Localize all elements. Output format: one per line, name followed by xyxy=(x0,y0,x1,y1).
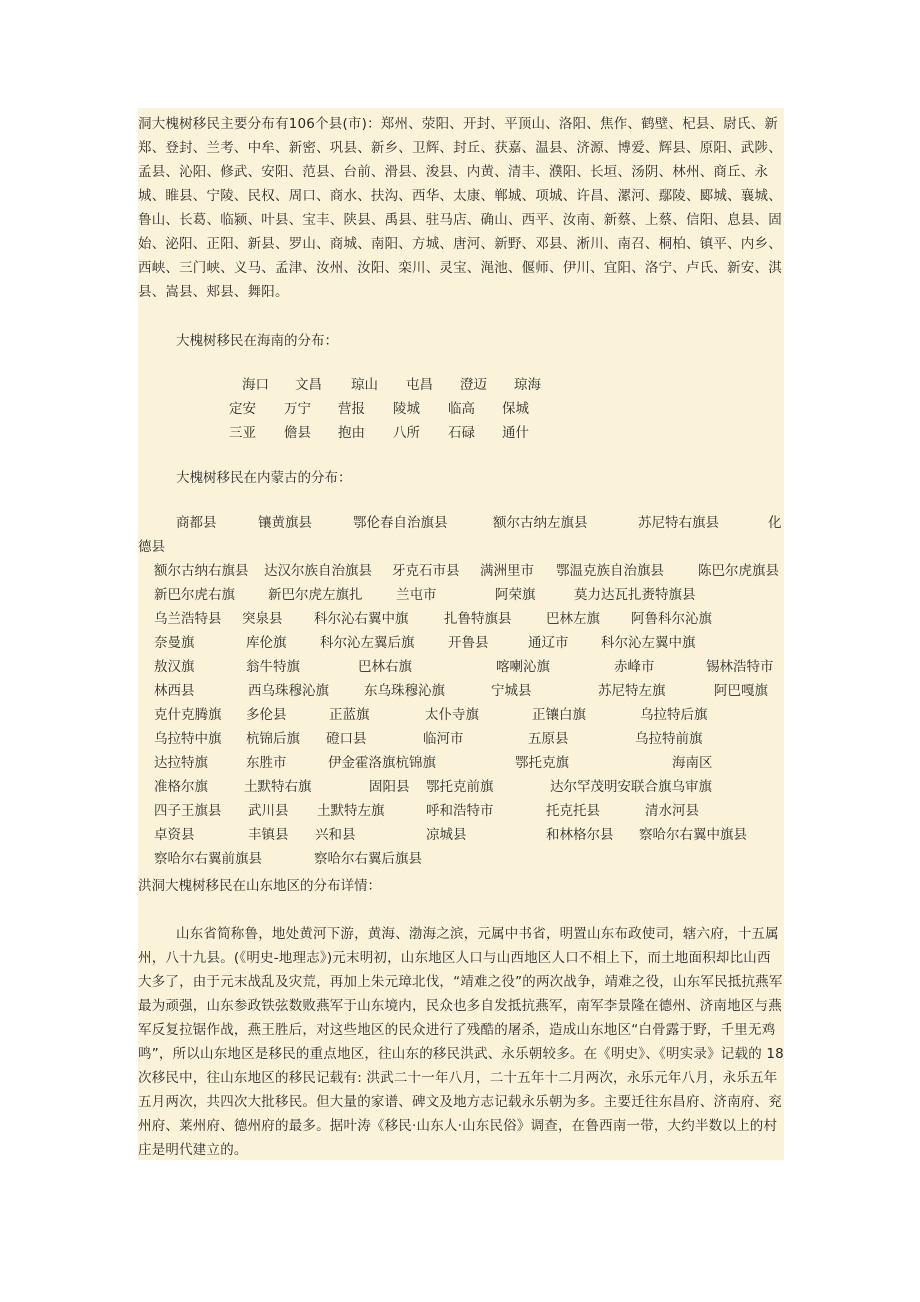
neimenggu-county: 磴口县 xyxy=(326,731,367,747)
shandong-paragraph: 山东省简称鲁，地处黄河下游，黄海、渤海之滨，元属中书省，明置山东布政使司，辖六府，十五属州，八十九县。(《明史-地理志》)元末明初，山东地区人口与山西地区人口不相上下，而土地面积却比山西大多了，由于元末战乱及灾荒，再加上朱元璋北伐，“靖难之役”的两次战争，靖难之役，山东军民抵抗燕军最为顽强，山东参政铁弦数败燕军于山东境内，民众也多自发抵抗燕军，南军李景隆在德州、济南地区与燕军反复拉锯作战，燕王胜后，对这些地区的民众进行了残酷的屠杀，造成山东地区“白骨露于野，千里无鸡鸣”，所以山东地区是移民的重点地区，往山东的移民洪武、永乐朝较多。在《明史》、《明实录》记载的 18 次移民中，往山东地区的移民记载有: 洪武二十一年八月，二十五年十二月两次，永乐元年八月，永乐五年五月两次，共四次大批移民。但大量的家谱、碑文及地方志记载永乐朝为多。主要迁往东昌府、济南府、兖州府、莱州府、德州府的最多。据叶涛《移民·山东人·山东民俗》调查，在鲁西南一带，大约半数以上的村庄是明代建立的。 xyxy=(138,926,784,1158)
neimenggu-county: 牙克石市县 xyxy=(392,563,460,579)
neimenggu-county: 乌拉特中旗 xyxy=(154,731,222,747)
neimenggu-county: 乌拉特前旗 xyxy=(635,731,703,747)
neimenggu-county: 扎鲁特旗县 xyxy=(444,611,512,627)
hainan-county: 陵城 xyxy=(393,401,420,417)
neimenggu-county: 多伦县 xyxy=(246,707,287,723)
neimenggu-county: 正蓝旗 xyxy=(329,707,370,723)
hainan-county: 澄迈 xyxy=(460,377,487,393)
neimenggu-county: 鄂温克族自治旗县 xyxy=(556,563,664,579)
neimenggu-county: 鄂托克前旗 xyxy=(426,779,494,795)
neimenggu-county: 开鲁县 xyxy=(448,635,489,651)
neimenggu-county: 土默特右旗 xyxy=(244,779,312,795)
neimenggu-county: 海南区 xyxy=(672,755,713,771)
shandong-heading: 洪洞大槐树移民在山东地区的分布详情： xyxy=(138,878,381,894)
neimenggu-county: 库伦旗 xyxy=(246,635,287,651)
neimenggu-county: 阿荣旗 xyxy=(495,587,536,603)
hainan-county: 屯昌 xyxy=(406,377,433,393)
neimenggu-county: 科尔沁左翼中旗 xyxy=(601,635,696,651)
hainan-county: 营报 xyxy=(338,401,365,417)
neimenggu-county: 巴林右旗 xyxy=(358,659,412,675)
neimenggu-county: 凉城县 xyxy=(426,827,467,843)
neimenggu-county: 准格尔旗 xyxy=(154,779,208,795)
neimenggu-county: 兴和县 xyxy=(315,827,356,843)
neimenggu-county: 武川县 xyxy=(248,803,289,819)
neimenggu-county: 东乌珠穆沁旗 xyxy=(364,683,445,699)
neimenggu-county: 科尔沁右翼中旗 xyxy=(314,611,409,627)
neimenggu-county: 托克托县 xyxy=(546,803,600,819)
neimenggu-county: 察哈尔右翼后旗县 xyxy=(314,851,422,867)
neimenggu-county: 阿巴嘎旗 xyxy=(714,683,768,699)
neimenggu-county: 敖汉旗 xyxy=(154,659,195,675)
hainan-county: 定安 xyxy=(229,401,256,417)
neimenggu-county: 达拉特旗 xyxy=(154,755,208,771)
neimenggu-county: 西乌珠穆沁旗 xyxy=(248,683,329,699)
hainan-county: 抱由 xyxy=(338,425,365,441)
neimenggu-heading: 大槐树移民在内蒙古的分布： xyxy=(176,470,352,486)
neimenggu-county: 额尔古纳左旗县 xyxy=(493,515,588,531)
neimenggu-county: 五原县 xyxy=(528,731,569,747)
neimenggu-county: 太仆寺旗 xyxy=(425,707,479,723)
neimenggu-county: 苏尼特右旗县 xyxy=(638,515,719,531)
neimenggu-county: 固阳县 xyxy=(369,779,410,795)
hainan-county: 八所 xyxy=(393,425,420,441)
hainan-heading: 大槐树移民在海南的分布： xyxy=(176,333,338,349)
neimenggu-county: 和林格尔县 xyxy=(546,827,614,843)
neimenggu-county: 陈巴尔虎旗县 xyxy=(698,563,779,579)
neimenggu-county: 鄂伦春自治旗县 xyxy=(353,515,448,531)
neimenggu-county: 林西县 xyxy=(154,683,195,699)
hainan-county: 保城 xyxy=(502,401,529,417)
neimenggu-county: 苏尼特左旗 xyxy=(598,683,666,699)
neimenggu-county: 巴林左旗 xyxy=(546,611,600,627)
neimenggu-county: 达尔罕茂明安联合旗乌审旗 xyxy=(550,779,712,795)
hainan-county: 万宁 xyxy=(284,401,311,417)
neimenggu-county: 德县 xyxy=(138,539,165,555)
neimenggu-county: 临河市 xyxy=(423,731,464,747)
neimenggu-county: 察哈尔右翼中旗县 xyxy=(639,827,747,843)
neimenggu-county: 科尔沁左翼后旗 xyxy=(320,635,415,651)
neimenggu-county: 卓资县 xyxy=(154,827,195,843)
neimenggu-county: 通辽市 xyxy=(528,635,569,651)
neimenggu-county: 杭锦后旗 xyxy=(246,731,300,747)
neimenggu-county: 满洲里市 xyxy=(480,563,534,579)
neimenggu-county: 察哈尔右翼前旗县 xyxy=(154,851,262,867)
neimenggu-county: 正镶白旗 xyxy=(532,707,586,723)
neimenggu-county: 新巴尔虎左旗扎 xyxy=(268,587,363,603)
intro-paragraph: 洞大槐树移民主要分布有106个县(市)：郑州、荥阳、开封、平顶山、洛阳、焦作、鹤壁、杞县、尉氏、新郑、登封、兰考、中牟、新密、巩县、新乡、卫辉、封丘、获嘉、温县、济源、博爱、辉县、原阳、武陟、孟县、沁阳、修武、安阳、范县、台前、滑县、浚县、内黄、清丰、濮阳、长垣、汤阴、林州、商丘、永城、睢县、宁陵、民权、周口、商水、扶沟、西华、太康、郸城、项城、许昌、漯河、鄢陵、郾城、襄城、鲁山、长葛、临颍、叶县、宝丰、陕县、禹县、驻马店、确山、西平、汝南、新蔡、上蔡、信阳、息县、固始、泌阳、正阳、新县、罗山、商城、南阳、方城、唐河、新野、邓县、淅川、南召、桐柏、镇平、内乡、西峡、三门峡、义马、孟津、汝州、汝阳、栾川、灵宝、渑池、偃师、伊川、宜阳、洛宁、卢氏、新安、淇县、嵩县、郏县、舞阳。 xyxy=(138,116,782,300)
hainan-county: 琼山 xyxy=(351,377,378,393)
hainan-county: 临高 xyxy=(448,401,475,417)
document-page xyxy=(138,108,784,1160)
neimenggu-county: 阿鲁科尔沁旗 xyxy=(631,611,712,627)
neimenggu-county: 宁城县 xyxy=(491,683,532,699)
neimenggu-county: 克什克腾旗 xyxy=(154,707,222,723)
hainan-county: 儋县 xyxy=(284,425,311,441)
neimenggu-county: 锡林浩特市 xyxy=(706,659,774,675)
neimenggu-county: 清水河县 xyxy=(645,803,699,819)
neimenggu-county: 兰屯市 xyxy=(396,587,437,603)
neimenggu-county: 镶黄旗县 xyxy=(258,515,312,531)
neimenggu-county: 莫力达瓦扎赉特旗县 xyxy=(574,587,696,603)
neimenggu-county: 新巴尔虎右旗 xyxy=(154,587,235,603)
neimenggu-county: 喀喇沁旗 xyxy=(496,659,550,675)
neimenggu-county: 赤峰市 xyxy=(614,659,655,675)
hainan-county: 石碌 xyxy=(448,425,475,441)
neimenggu-county: 呼和浩特市 xyxy=(426,803,494,819)
hainan-county: 琼海 xyxy=(514,377,541,393)
neimenggu-county: 化 xyxy=(768,515,782,531)
neimenggu-county: 土默特左旗 xyxy=(317,803,385,819)
neimenggu-county: 商都县 xyxy=(176,515,217,531)
hainan-county: 海口 xyxy=(242,377,269,393)
hainan-county: 通什 xyxy=(502,425,529,441)
neimenggu-county: 翁牛特旗 xyxy=(246,659,300,675)
hainan-county: 三亚 xyxy=(229,425,256,441)
neimenggu-county: 东胜市 xyxy=(246,755,287,771)
neimenggu-county: 突泉县 xyxy=(242,611,283,627)
neimenggu-county: 鄂托克旗 xyxy=(515,755,569,771)
neimenggu-county: 奈曼旗 xyxy=(154,635,195,651)
neimenggu-county: 伊金霍洛旗杭锦旗 xyxy=(328,755,436,771)
neimenggu-county: 丰镇县 xyxy=(248,827,289,843)
neimenggu-county: 额尔古纳右旗县 xyxy=(154,563,249,579)
hainan-county: 文昌 xyxy=(295,377,322,393)
neimenggu-county: 四子王旗县 xyxy=(154,803,222,819)
neimenggu-county: 达汉尔族自治旗县 xyxy=(264,563,372,579)
neimenggu-county: 乌兰浩特县 xyxy=(154,611,222,627)
neimenggu-county: 乌拉特后旗 xyxy=(640,707,708,723)
